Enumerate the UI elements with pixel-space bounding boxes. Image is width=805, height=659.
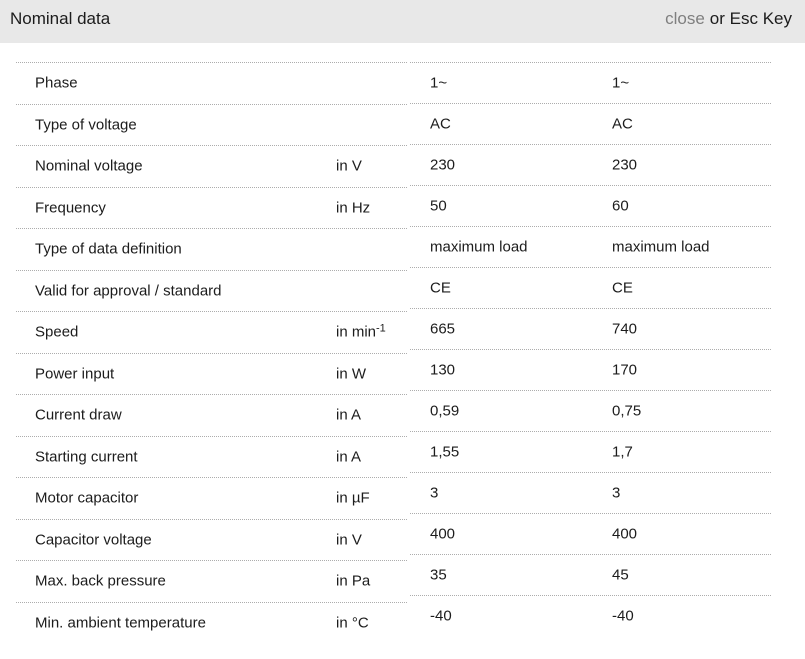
row-unit <box>336 490 370 507</box>
value-cell-50hz: 1~ <box>430 74 448 92</box>
row-unit <box>336 407 361 424</box>
row-unit-superscript: -1 <box>376 322 386 335</box>
table-row <box>16 62 407 104</box>
value-cell-50hz: 230 <box>430 156 456 174</box>
row-label: Valid for approval / standard <box>35 282 222 300</box>
table-row-values <box>410 390 771 431</box>
table-row <box>16 394 407 436</box>
value-cell-50hz: AC <box>430 115 451 133</box>
table-row <box>16 436 407 478</box>
row-label: Frequency <box>35 199 106 217</box>
row-label: Speed <box>35 323 79 341</box>
table-row <box>16 145 407 187</box>
row-label: Capacitor voltage <box>35 531 152 549</box>
value-cell-60hz: 0,75 <box>612 402 642 420</box>
value-cell-50hz: 400 <box>430 525 456 543</box>
table-row <box>16 104 407 146</box>
value-cell-50hz: CE <box>430 279 451 297</box>
row-label: Type of data definition <box>35 240 182 258</box>
table-row <box>16 602 407 644</box>
table-row <box>16 228 407 270</box>
row-label: Nominal voltage <box>35 157 143 175</box>
row-label: Min. ambient temperature <box>35 614 206 632</box>
table-row <box>16 311 407 353</box>
table-row <box>16 560 407 602</box>
value-cell-50hz: 665 <box>430 320 456 338</box>
value-cell-60hz: -40 <box>612 607 634 625</box>
table-row <box>16 519 407 561</box>
value-cell-60hz: maximum load <box>612 238 710 256</box>
table-row-values <box>410 185 771 226</box>
table-row-values <box>410 103 771 144</box>
row-unit <box>336 324 386 341</box>
row-unit <box>336 573 370 590</box>
value-cell-60hz: 3 <box>612 484 621 502</box>
value-cell-50hz: 0,59 <box>430 402 460 420</box>
value-cell-60hz: CE <box>612 279 633 297</box>
value-cell-60hz: 1,7 <box>612 443 633 461</box>
row-unit-text: in V <box>336 531 362 549</box>
row-unit-text: in Pa <box>336 572 371 590</box>
table-row <box>16 187 407 229</box>
value-cell-50hz: -40 <box>430 607 452 625</box>
table-row-values <box>410 595 771 636</box>
value-cell-50hz: 130 <box>430 361 456 379</box>
row-unit <box>336 199 370 216</box>
row-unit <box>336 365 366 382</box>
spec-table-labels <box>16 62 407 643</box>
row-unit-text: in V <box>336 157 362 175</box>
value-cell-50hz: 1,55 <box>430 443 460 461</box>
table-row-values <box>410 349 771 390</box>
value-cell-60hz: AC <box>612 115 633 133</box>
table-row <box>16 477 407 519</box>
table-row-values <box>410 554 771 595</box>
table-row-values <box>410 513 771 554</box>
table-row-values <box>410 267 771 308</box>
row-unit-text: in min <box>336 323 377 341</box>
value-cell-60hz: 400 <box>612 525 638 543</box>
value-cell-50hz: 35 <box>430 566 447 584</box>
value-cell-60hz: 740 <box>612 320 638 338</box>
row-unit-text: in W <box>336 365 366 383</box>
row-unit-text: in °C <box>336 614 369 632</box>
row-unit-text: in A <box>336 448 362 466</box>
table-row-values <box>410 308 771 349</box>
value-cell-60hz: 230 <box>612 156 638 174</box>
close-button[interactable]: close <box>665 9 705 28</box>
row-unit-text: in A <box>336 406 362 424</box>
row-label: Motor capacitor <box>35 489 139 507</box>
dialog-title: Nominal data <box>10 9 111 28</box>
value-cell-60hz: 170 <box>612 361 638 379</box>
value-cell-60hz: 60 <box>612 197 629 215</box>
dialog-header <box>0 0 805 43</box>
row-label: Type of voltage <box>35 116 137 134</box>
value-cell-50hz: 50 <box>430 197 447 215</box>
value-cell-50hz: 3 <box>430 484 439 502</box>
row-label: Power input <box>35 365 115 383</box>
row-label: Phase <box>35 74 78 92</box>
table-row-values <box>410 472 771 513</box>
close-controls <box>665 9 792 28</box>
row-unit-text: in Hz <box>336 199 371 217</box>
row-unit <box>336 531 362 548</box>
row-unit <box>336 448 361 465</box>
spec-table-values <box>410 62 771 636</box>
table-row <box>16 353 407 395</box>
row-label: Starting current <box>35 448 138 466</box>
value-cell-50hz: maximum load <box>430 238 528 256</box>
row-unit <box>336 614 369 631</box>
row-label: Max. back pressure <box>35 572 166 590</box>
table-row-values <box>410 431 771 472</box>
table-row-values <box>410 144 771 185</box>
row-label: Current draw <box>35 406 122 424</box>
value-cell-60hz: 1~ <box>612 74 630 92</box>
esc-key-hint: or Esc Key <box>709 9 792 28</box>
row-unit <box>336 158 362 175</box>
row-unit-text: in µF <box>336 489 370 507</box>
table-row-values <box>410 62 771 103</box>
table-row <box>16 270 407 312</box>
table-row-values <box>410 226 771 267</box>
value-cell-60hz: 45 <box>612 566 629 584</box>
